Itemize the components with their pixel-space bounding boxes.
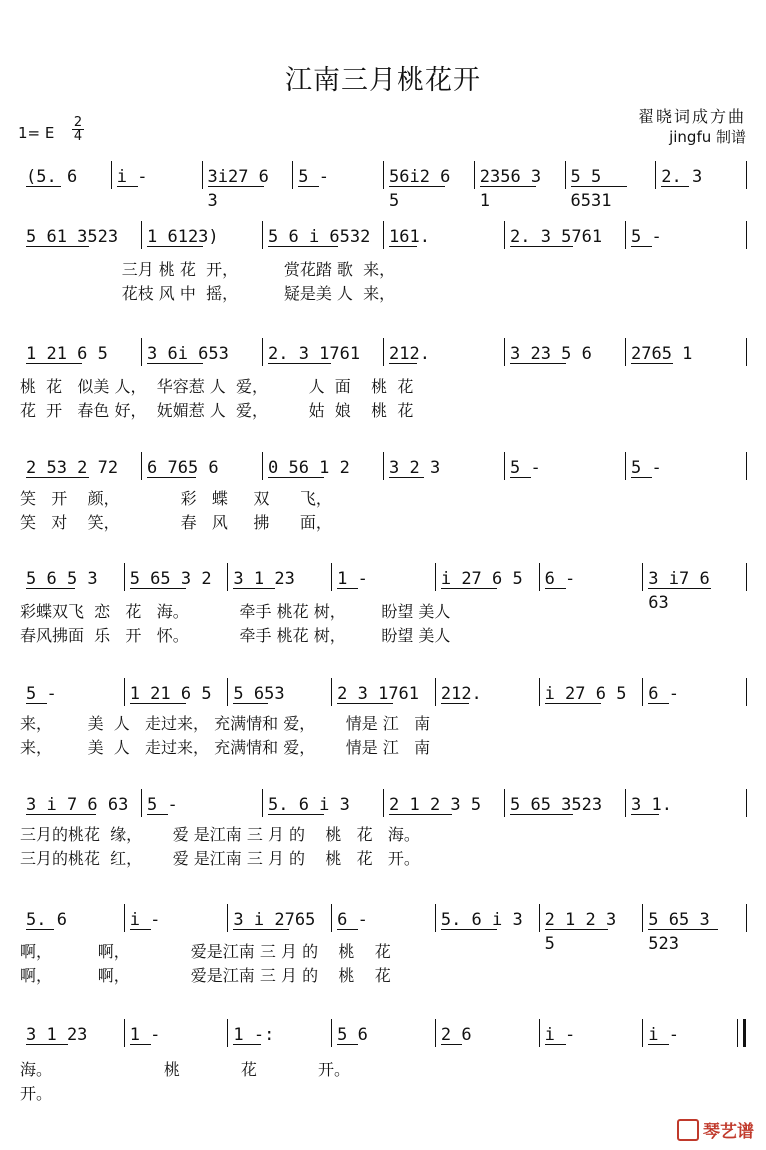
bar-line bbox=[539, 1019, 540, 1047]
measure bbox=[510, 342, 619, 366]
bar-line bbox=[141, 221, 142, 249]
bar-line bbox=[746, 452, 747, 480]
bar-line bbox=[124, 904, 125, 932]
bar-line bbox=[262, 452, 263, 480]
time-signature bbox=[72, 116, 84, 143]
measure-notes: 2 1 2 3 5 bbox=[389, 795, 482, 815]
lyric-line: 桃 花 似美 人， 华容惹 人 爱， 人 面 桃 花 bbox=[20, 377, 414, 396]
measure bbox=[130, 908, 222, 932]
bar-line bbox=[625, 221, 626, 249]
measure bbox=[130, 682, 222, 706]
notation-row bbox=[20, 342, 746, 366]
bar-line bbox=[743, 1019, 746, 1047]
measure bbox=[130, 567, 222, 591]
beam-line bbox=[648, 703, 669, 704]
measure-notes: 3 i 7 6 63 bbox=[26, 795, 129, 815]
measure-notes: 5 6 i 6532 bbox=[268, 227, 371, 247]
time-signature-bottom: 4 bbox=[73, 129, 83, 144]
beam-line bbox=[631, 246, 652, 247]
bar-line bbox=[227, 904, 228, 932]
measure-notes: 2356 3 1 bbox=[479, 167, 542, 211]
measure-notes: 5. 6 i 3 bbox=[440, 910, 523, 930]
beam-line bbox=[510, 477, 531, 478]
composer-credit: 翟晓词成方曲 bbox=[637, 107, 746, 126]
bar-line bbox=[746, 678, 747, 706]
beam-line bbox=[545, 929, 608, 930]
measure-notes: i - bbox=[544, 1025, 576, 1045]
measure bbox=[441, 908, 533, 932]
bar-line bbox=[262, 338, 263, 366]
beam-line bbox=[389, 246, 417, 247]
notation-row bbox=[20, 682, 746, 706]
bar-line bbox=[292, 161, 293, 189]
bar-line bbox=[383, 221, 384, 249]
measure bbox=[545, 682, 637, 706]
measure bbox=[389, 342, 498, 366]
measure bbox=[337, 567, 429, 591]
bar-line bbox=[625, 452, 626, 480]
logo-icon bbox=[677, 1119, 699, 1141]
beam-line bbox=[117, 186, 138, 187]
measure-notes: 3 1 23 bbox=[26, 1025, 88, 1045]
measure bbox=[130, 1023, 222, 1047]
measure-notes: 3 1. bbox=[631, 795, 672, 815]
measure bbox=[648, 682, 740, 706]
measure-notes: 0 56 1 2 bbox=[268, 458, 350, 478]
bar-line bbox=[539, 904, 540, 932]
beam-line bbox=[130, 703, 186, 704]
bar-line bbox=[746, 563, 747, 591]
beam-line bbox=[510, 814, 573, 815]
measure-notes: 161. bbox=[389, 227, 430, 247]
measure-notes: 3 6i 653 bbox=[147, 344, 229, 364]
beam-line bbox=[130, 1044, 151, 1045]
arranger-credit: jingfu 制谱 bbox=[669, 128, 746, 146]
lyric-line: 笑 开 颜， 彩 蝶 双 飞， bbox=[20, 489, 332, 508]
beam-line bbox=[441, 703, 469, 704]
measure-notes: 1 21 6 5 bbox=[26, 344, 108, 364]
measure-notes: 5 6 bbox=[337, 1025, 368, 1045]
measure bbox=[510, 225, 619, 249]
measure-notes: (5. 6 bbox=[26, 167, 78, 187]
watermark-text: 琴艺谱 bbox=[703, 1122, 754, 1142]
measure-notes: 1 -: bbox=[233, 1025, 275, 1045]
beam-line bbox=[147, 477, 196, 478]
beam-line bbox=[147, 363, 203, 364]
measure bbox=[26, 225, 135, 249]
bar-line bbox=[262, 789, 263, 817]
lyric-line: 彩蝶双飞 恋 花 海。 牵手 桃花 树， 盼望 美人 bbox=[20, 602, 451, 621]
lyric-line: 花 开 春色 好， 妩媚惹 人 爱， 姑 娘 桃 花 bbox=[20, 401, 414, 420]
notation-row bbox=[20, 165, 746, 211]
measure-notes: 2765 1 bbox=[631, 344, 693, 364]
measure bbox=[26, 793, 135, 817]
beam-line bbox=[441, 1044, 462, 1045]
beam-line bbox=[298, 186, 319, 187]
bar-line bbox=[227, 1019, 228, 1047]
measure-notes: 5 - bbox=[147, 795, 178, 815]
measure bbox=[233, 1023, 325, 1047]
bar-line bbox=[435, 563, 436, 591]
measure bbox=[337, 908, 429, 932]
measure bbox=[648, 908, 740, 954]
measure bbox=[337, 682, 429, 706]
lyric-line: 海。 桃 花 开。 bbox=[20, 1060, 350, 1079]
lyric-line: 花枝 风 中 摇， 疑是美 人 来， bbox=[20, 284, 396, 303]
measure-notes: 1 - bbox=[129, 1025, 161, 1045]
measure bbox=[268, 456, 377, 480]
lyric-block bbox=[20, 712, 746, 760]
beam-line bbox=[337, 1044, 358, 1045]
measure-notes: i - bbox=[129, 910, 161, 930]
beam-line bbox=[147, 246, 203, 247]
measure-notes: 6 - bbox=[648, 684, 679, 704]
measure-notes: 5 65 3 2 bbox=[129, 569, 212, 589]
measure bbox=[570, 165, 650, 211]
beam-line bbox=[26, 588, 75, 589]
bar-line bbox=[625, 338, 626, 366]
bar-line bbox=[383, 452, 384, 480]
bar-line bbox=[655, 161, 656, 189]
measure bbox=[233, 682, 325, 706]
measure bbox=[631, 342, 740, 366]
measure-notes: i 27 6 5 bbox=[440, 569, 523, 589]
measure bbox=[631, 225, 740, 249]
measure bbox=[26, 1023, 118, 1047]
beam-line bbox=[648, 1044, 669, 1045]
measure bbox=[26, 908, 118, 932]
measure bbox=[26, 456, 135, 480]
beam-line bbox=[233, 929, 289, 930]
bar-line bbox=[504, 338, 505, 366]
measure bbox=[147, 456, 256, 480]
measure-notes: 3 23 5 6 bbox=[510, 344, 592, 364]
measure bbox=[268, 342, 377, 366]
measure bbox=[389, 165, 468, 211]
measure-notes: 5 - bbox=[631, 227, 662, 247]
measure-notes: 2 1 2 3 5 bbox=[544, 910, 617, 954]
bar-line bbox=[141, 789, 142, 817]
bar-line bbox=[141, 452, 142, 480]
bar-line bbox=[262, 221, 263, 249]
beam-line bbox=[130, 588, 186, 589]
measure-notes: 2 6 bbox=[440, 1025, 472, 1045]
measure-notes: 5 5 6531 bbox=[570, 167, 612, 211]
beam-line bbox=[208, 186, 264, 187]
lyric-block bbox=[20, 600, 746, 648]
beam-line bbox=[26, 246, 89, 247]
measure-notes: 1 6123) bbox=[147, 227, 219, 247]
measure bbox=[26, 165, 105, 189]
beam-line bbox=[26, 186, 61, 187]
lyric-block bbox=[20, 1058, 746, 1106]
beam-line bbox=[337, 929, 358, 930]
measure-notes: 56i2 6 5 bbox=[389, 167, 451, 211]
measure bbox=[147, 225, 256, 249]
beam-line bbox=[233, 588, 275, 589]
lyric-block bbox=[20, 940, 746, 988]
bar-line bbox=[435, 1019, 436, 1047]
beam-line bbox=[268, 246, 338, 247]
beam-line bbox=[631, 363, 673, 364]
measure bbox=[648, 567, 740, 613]
measure bbox=[441, 567, 533, 591]
measure-notes: 5 653 bbox=[233, 684, 285, 704]
page-title: 江南三月桃花开 bbox=[285, 65, 481, 96]
measure bbox=[389, 456, 498, 480]
measure bbox=[298, 165, 377, 189]
bar-line bbox=[141, 338, 142, 366]
key-signature: 1= E bbox=[18, 124, 55, 142]
measure bbox=[117, 165, 196, 189]
measure-notes: 5 - bbox=[510, 458, 541, 478]
beam-line bbox=[268, 363, 331, 364]
measure-notes: 3i27 6 3 bbox=[207, 167, 269, 211]
lyric-line: 来， 美 人 走过来， 充满情和 爱， 情是 江 南 bbox=[20, 738, 431, 757]
beam-line bbox=[661, 186, 689, 187]
measure-notes: 6 765 6 bbox=[147, 458, 219, 478]
beam-line bbox=[26, 814, 96, 815]
measure bbox=[389, 225, 498, 249]
measure-notes: 3 i7 6 63 bbox=[648, 569, 710, 613]
bar-line bbox=[625, 789, 626, 817]
measure-notes: 5. 6 i 3 bbox=[268, 795, 350, 815]
measure-notes: 5 - bbox=[298, 167, 329, 187]
beam-line bbox=[389, 477, 424, 478]
bar-line bbox=[331, 563, 332, 591]
measure-notes: 212. bbox=[389, 344, 430, 364]
lyric-line: 三月的桃花 缘， 爱 是江南 三 月 的 桃 花 海。 bbox=[20, 825, 420, 844]
bar-line bbox=[435, 678, 436, 706]
beam-line bbox=[389, 814, 452, 815]
bar-line bbox=[331, 904, 332, 932]
bar-line bbox=[383, 789, 384, 817]
measure bbox=[545, 1023, 637, 1047]
beam-line bbox=[26, 929, 54, 930]
measure bbox=[147, 793, 256, 817]
lyric-line: 春风拂面 乐 开 怀。 牵手 桃花 树， 盼望 美人 bbox=[20, 626, 451, 645]
measure bbox=[207, 165, 287, 211]
measure-notes: i - bbox=[116, 167, 148, 187]
measure bbox=[268, 793, 377, 817]
beam-line bbox=[571, 186, 627, 187]
measure-notes: 5 - bbox=[631, 458, 662, 478]
bar-line bbox=[504, 221, 505, 249]
measure bbox=[233, 908, 325, 932]
notation-row bbox=[20, 793, 746, 817]
beam-line bbox=[648, 588, 711, 589]
beam-line bbox=[337, 588, 358, 589]
bar-line bbox=[435, 904, 436, 932]
measure bbox=[661, 165, 740, 189]
measure-notes: 3 1 23 bbox=[233, 569, 295, 589]
final-bar-line bbox=[737, 1019, 738, 1047]
measure-notes: 5. 6 bbox=[26, 910, 67, 930]
measure bbox=[26, 342, 135, 366]
measure-notes: 6 - bbox=[337, 910, 368, 930]
measure bbox=[233, 567, 325, 591]
beam-line bbox=[147, 814, 168, 815]
beam-line bbox=[441, 929, 497, 930]
beam-line bbox=[510, 246, 573, 247]
bar-line bbox=[642, 678, 643, 706]
bar-line bbox=[124, 563, 125, 591]
measure bbox=[389, 793, 498, 817]
notation-row bbox=[20, 225, 746, 249]
lyric-block bbox=[20, 823, 746, 871]
bar-line bbox=[111, 161, 112, 189]
measure-notes: 2 53 2 72 bbox=[26, 458, 119, 478]
measure bbox=[441, 682, 533, 706]
bar-line bbox=[331, 1019, 332, 1047]
lyric-block bbox=[20, 487, 746, 535]
measure-notes: 1 21 6 5 bbox=[129, 684, 212, 704]
measure-notes: 5 65 3 523 bbox=[648, 910, 710, 954]
measure bbox=[648, 1023, 740, 1047]
lyric-block bbox=[20, 375, 746, 423]
measure-notes: 6 - bbox=[544, 569, 576, 589]
lyric-line: 来， 美 人 走过来， 充满情和 爱， 情是 江 南 bbox=[20, 714, 431, 733]
beam-line bbox=[268, 477, 324, 478]
measure-notes: 5 65 3523 bbox=[510, 795, 603, 815]
bar-line bbox=[539, 563, 540, 591]
bar-line bbox=[504, 789, 505, 817]
bar-line bbox=[202, 161, 203, 189]
bar-line bbox=[504, 452, 505, 480]
beam-line bbox=[337, 703, 393, 704]
beam-line bbox=[268, 814, 324, 815]
measure bbox=[26, 682, 118, 706]
beam-line bbox=[545, 1044, 566, 1045]
measure bbox=[510, 456, 619, 480]
time-signature-top: 2 bbox=[73, 115, 83, 130]
measure-notes: 5 6 5 3 bbox=[26, 569, 98, 589]
measure-notes: i 27 6 5 bbox=[544, 684, 627, 704]
bar-line bbox=[642, 904, 643, 932]
bar-line bbox=[383, 161, 384, 189]
measure-notes: 2. 3 1761 bbox=[268, 344, 361, 364]
measure-notes: 3 i 2765 bbox=[233, 910, 316, 930]
measure bbox=[268, 225, 377, 249]
beam-line bbox=[26, 1044, 68, 1045]
beam-line bbox=[389, 186, 445, 187]
measure-notes: i - bbox=[648, 1025, 679, 1045]
beam-line bbox=[26, 703, 47, 704]
bar-line bbox=[565, 161, 566, 189]
measure bbox=[147, 342, 256, 366]
beam-line bbox=[545, 588, 566, 589]
beam-line bbox=[130, 929, 151, 930]
measure bbox=[479, 165, 559, 211]
lyric-line: 笑 对 笑， 春 风 拂 面， bbox=[20, 513, 332, 532]
lyric-line: 三月的桃花 红， 爱 是江南 三 月 的 桃 花 开。 bbox=[20, 849, 420, 868]
lyric-line: 三月 桃 花 开， 赏花踏 歌 来， bbox=[20, 260, 396, 279]
watermark bbox=[677, 1117, 754, 1142]
bar-line bbox=[124, 1019, 125, 1047]
measure bbox=[631, 456, 740, 480]
bar-line bbox=[642, 1019, 643, 1047]
measure-notes: 1 - bbox=[337, 569, 368, 589]
notation-row bbox=[20, 1023, 746, 1047]
measure-notes: 2 3 1761 bbox=[337, 684, 420, 704]
measure-notes: 2. 3 bbox=[661, 167, 703, 187]
bar-line bbox=[474, 161, 475, 189]
bar-line bbox=[746, 221, 747, 249]
measure bbox=[544, 908, 637, 954]
measure-notes: 5 61 3523 bbox=[26, 227, 119, 247]
lyric-line: 开。 bbox=[20, 1084, 53, 1103]
bar-line bbox=[746, 789, 747, 817]
beam-line bbox=[480, 186, 536, 187]
measure bbox=[441, 1023, 533, 1047]
measure-notes: 3 2 3 bbox=[389, 458, 441, 478]
measure-notes: 212. bbox=[440, 684, 482, 704]
measure bbox=[545, 567, 637, 591]
bar-line bbox=[383, 338, 384, 366]
bar-line bbox=[746, 904, 747, 932]
beam-line bbox=[26, 363, 82, 364]
beam-line bbox=[233, 703, 268, 704]
beam-line bbox=[510, 363, 566, 364]
lyric-block bbox=[20, 258, 746, 306]
bar-line bbox=[227, 563, 228, 591]
beam-line bbox=[631, 477, 652, 478]
bar-line bbox=[124, 678, 125, 706]
bar-line bbox=[746, 161, 747, 189]
measure bbox=[337, 1023, 429, 1047]
beam-line bbox=[389, 363, 417, 364]
measure bbox=[510, 793, 619, 817]
measure bbox=[631, 793, 740, 817]
lyric-line: 啊， 啊， 爱是江南 三 月 的 桃 花 bbox=[20, 966, 391, 985]
notation-row bbox=[20, 456, 746, 480]
measure-notes: 5 - bbox=[26, 684, 57, 704]
beam-line bbox=[631, 814, 659, 815]
measure-notes: 2. 3 5761 bbox=[510, 227, 603, 247]
bar-line bbox=[642, 563, 643, 591]
lyric-line: 啊， 啊， 爱是江南 三 月 的 桃 花 bbox=[20, 942, 391, 961]
beam-line bbox=[233, 1044, 261, 1045]
beam-line bbox=[26, 477, 89, 478]
beam-line bbox=[441, 588, 497, 589]
bar-line bbox=[539, 678, 540, 706]
measure bbox=[26, 567, 118, 591]
bar-line bbox=[746, 338, 747, 366]
beam-line bbox=[545, 703, 601, 704]
bar-line bbox=[331, 678, 332, 706]
beam-line bbox=[648, 929, 718, 930]
bar-line bbox=[227, 678, 228, 706]
